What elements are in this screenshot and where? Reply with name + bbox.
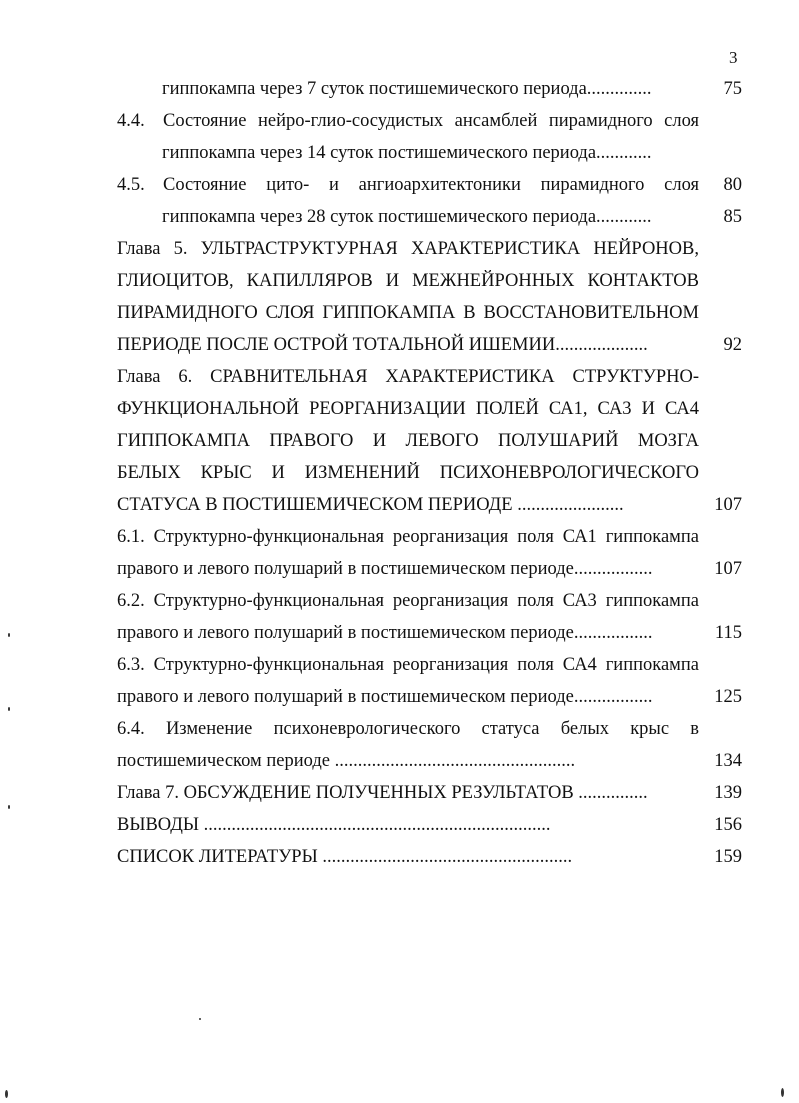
toc-text: гиппокампа через 14 суток постишемического периода: [162, 143, 597, 163]
toc-page-number: 80: [723, 175, 742, 195]
toc-leader: ..............: [586, 79, 652, 99]
toc-text: Состояние нейро-глио-сосудистых ансамблей пирамидного слоя: [163, 111, 699, 131]
toc-conclusions: [117, 814, 695, 836]
toc-chapter5-line2: ГЛИОЦИТОВ, КАПИЛЛЯРОВ И МЕЖНЕЙРОННЫХ КОНТАКТОВ: [117, 271, 699, 291]
toc-page-number: 159: [714, 847, 742, 867]
toc-entry-6-1-line1: 6.1. Структурно-функциональная реорганизация поля СА1 гиппокампа: [117, 527, 699, 547]
toc-chapter5-line3: ПИРАМИДНОГО СЛОЯ ГИППОКАМПА В ВОССТАНОВИТЕЛЬНОМ: [117, 303, 699, 323]
toc-leader: ...............: [578, 783, 648, 803]
toc-leader: .................: [573, 559, 653, 579]
scan-speck: [781, 1088, 784, 1097]
toc-chapter6-line2: ФУНКЦИОНАЛЬНОЙ РЕОРГАНИЗАЦИИ ПОЛЕЙ СА1, СА3 И СА4: [117, 399, 699, 419]
toc-entry-6-2-line1: 6.2. Структурно-функциональная реорганизация поля СА3 гиппокампа: [117, 591, 699, 611]
toc-text: правого и левого полушарий в постишемическом периоде: [117, 559, 574, 579]
toc-leader: .................: [573, 687, 653, 707]
toc-leader: .................: [573, 623, 653, 643]
toc-leader: ....................: [555, 335, 648, 355]
page-number: 3: [729, 48, 738, 67]
toc-page-number: 85: [723, 207, 742, 227]
toc-chapter6-line3: ГИППОКАМПА ПРАВОГО И ЛЕВОГО ПОЛУШАРИЙ МОЗГА: [117, 431, 699, 451]
toc-chapter6-line1: Глава 6. СРАВНИТЕЛЬНАЯ ХАРАКТЕРИСТИКА СТРУКТУРНО-: [117, 367, 699, 387]
toc-entry-6-4-line1: 6.4. Изменение психоневрологического статуса белых крыс в: [117, 719, 699, 739]
scan-speck: [8, 805, 10, 809]
toc-text: СТАТУСА В ПОСТИШЕМИЧЕСКОМ ПЕРИОДЕ: [117, 495, 513, 515]
toc-entry-6-3-line1: 6.3. Структурно-функциональная реорганизация поля СА4 гиппокампа: [117, 655, 699, 675]
toc-text: Состояние цито- и ангиоархитектоники пирамидного слоя: [163, 175, 699, 195]
toc-leader: ............: [596, 207, 652, 227]
toc-chapter7: [117, 782, 648, 804]
toc-references: [117, 846, 697, 868]
toc-page-number: 125: [714, 687, 742, 707]
toc-chapter6-line4: БЕЛЫХ КРЫС И ИЗМЕНЕНИЙ ПСИХОНЕВРОЛОГИЧЕСКОГО: [117, 463, 699, 483]
toc-text: гиппокампа через 28 суток постишемического периода: [162, 207, 597, 227]
scan-speck: [8, 633, 10, 637]
toc-entry-4-5-line1: [117, 174, 699, 196]
toc-entry-6-1-line2: [117, 558, 653, 580]
toc-page-number: 107: [714, 559, 742, 579]
toc-text: ВЫВОДЫ: [117, 815, 200, 835]
toc-text: ПЕРИОДЕ ПОСЛЕ ОСТРОЙ ТОТАЛЬНОЙ ИШЕМИИ: [117, 335, 556, 355]
scan-speck: [199, 1018, 201, 1020]
toc-leader: ....................................................: [334, 751, 576, 771]
toc-entry-6-3-line2: [117, 686, 653, 708]
toc-page-number: 139: [714, 783, 742, 803]
toc-chapter5-line1: Глава 5. УЛЬТРАСТРУКТУРНАЯ ХАРАКТЕРИСТИКА НЕЙРОНОВ,: [117, 239, 699, 259]
toc-page-number: 156: [714, 815, 742, 835]
toc-leader: ...........................................................................: [203, 815, 551, 835]
toc-entry-4-5-line2: [162, 206, 652, 228]
toc-chapter6-line5: [117, 494, 624, 516]
toc-entry-continued: [162, 78, 652, 100]
toc-leader: .......................: [517, 495, 624, 515]
toc-text: правого и левого полушарий в постишемическом периоде: [117, 687, 574, 707]
toc-page-number: 107: [714, 495, 742, 515]
toc-entry-4-4-line1: [117, 110, 699, 132]
toc-leader: ............: [596, 143, 652, 163]
toc-page-number: 134: [714, 751, 742, 771]
toc-text: гиппокампа через 7 суток постишемического периода: [162, 79, 587, 99]
scan-speck: [5, 1090, 8, 1098]
toc-page-number: 92: [723, 335, 742, 355]
toc-text: правого и левого полушарий в постишемическом периоде: [117, 623, 574, 643]
toc-entry-6-2-line2: [117, 622, 653, 644]
toc-page-number: 75: [723, 79, 742, 99]
toc-page-number: 115: [714, 623, 742, 643]
toc-chapter5-line4: [117, 334, 648, 356]
scan-speck: [8, 707, 10, 711]
toc-entry-6-4-line2: [117, 750, 697, 772]
toc-text: Глава 7. ОБСУЖДЕНИЕ ПОЛУЧЕННЫХ РЕЗУЛЬТАТОВ: [117, 783, 574, 803]
toc-leader: ......................................................: [322, 847, 573, 867]
toc-section-number: 4.5.: [117, 175, 145, 195]
toc-text: СПИСОК ЛИТЕРАТУРЫ: [117, 847, 318, 867]
toc-section-number: 4.4.: [117, 111, 145, 131]
toc-text: постишемическом периоде: [117, 751, 330, 771]
toc-entry-4-4-line2: [162, 142, 652, 164]
